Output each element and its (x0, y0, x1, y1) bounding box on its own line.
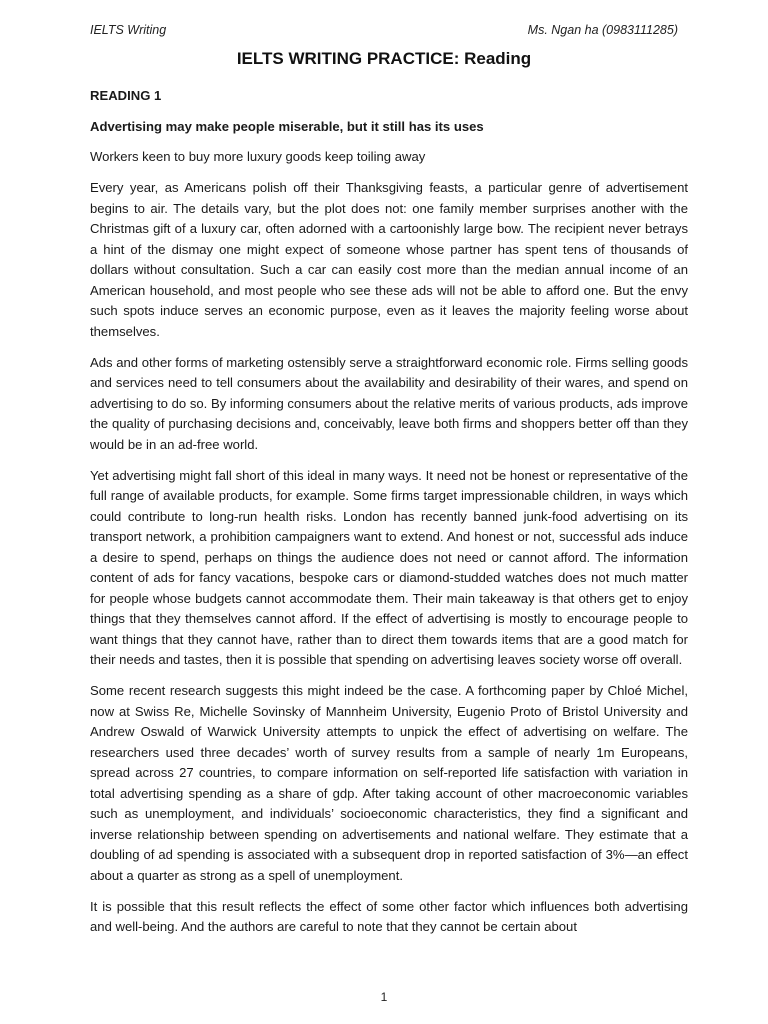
paragraph-5: It is possible that this result reflects the effect of some other factor which influences both advertising and well-being. And the authors are careful to note that they cannot be certain about (90, 898, 688, 934)
header-left: IELTS Writing (90, 23, 167, 37)
paragraph-1: Every year, as Americans polish off their Thanksgiving feasts, a particular genre of advertisement begins to air. The details vary, but the plot does not: one family member surprises another with the Christmas gift of a luxury car, often adorned with a cartoonishly large bow. The recipient never betrays a hint of the dismay one might expect of someone whose partner has spent tens of thousands of dollars without consultation. Such a car can easily cost more than the median annual income of an American household, and most people who see these ads will not be able to afford one. But the envy such spots induce serves an economic purpose, even as it leaves the majority feeling worse about themselves. (90, 180, 688, 339)
document-body (90, 86, 688, 948)
article-headline: Advertising may make people miserable, but it still has its uses (90, 118, 484, 134)
page-number: 1 (380, 990, 388, 1004)
paragraph-3: Yet advertising might fall short of this ideal in many ways. It need not be honest or representative of the full range of available products, for example. Some firms target impressionable children, in ways which could contribute to long-run health risks. London has recently banned junk-food advertising on its transport network, a prohibition campaigners want to extend. And honest or not, successful ads induce a desire to spend, perhaps on things the audience does not need or cannot afford. The information content of ads for fancy vacations, bespoke cars or diamond-studded watches does not much matter for people whose budgets cannot accommodate them. Their main takeaway is that others get to enjoy things that they themselves cannot afford. If the effect of advertising is mostly to encourage people to want things that they cannot have, rather than to direct them towards items that are a good match for their needs and tastes, then it is possible that spending on advertising leaves society worse off overall. (90, 467, 688, 667)
paragraph-2: Ads and other forms of marketing ostensibly serve a straightforward economic role. Firms selling goods and services need to tell consumers about the availability and desirability of their wares, and spend on advertising to do so. By informing consumers about the relative merits of various products, ads improve the quality of purchasing decisions and, conceivably, leave both firms and shoppers better off than they would be in an ad-free world. (90, 354, 688, 452)
reading-label: READING 1 (90, 88, 162, 103)
article-subheadline: Workers keen to buy more luxury goods keep toiling away (90, 149, 426, 164)
paragraph-4: Some recent research suggests this might indeed be the case. A forthcoming paper by Chloé Michel, now at Swiss Re, Michelle Sovinsky of Mannheim University, Eugenio Proto of Bristol University and Andrew Oswald of Warwick University attempts to unpick the effect of advertising on welfare. The researchers used three decades’ worth of survey results from a sample of nearly 1m Europeans, spread across 27 countries, to compare information on self-reported life satisfaction with variation in total advertising spending as a share of gdp. After taking account of other macroeconomic variables such as unemployment, and individuals’ socioeconomic characteristics, they find a significant and inverse relationship between spending on advertisements and national welfare. They estimate that a doubling of ad spending is associated with a subsequent drop in reported satisfaction of 3%—an effect about a quarter as strong as a spell of unemployment. (90, 683, 688, 883)
page-title: IELTS WRITING PRACTICE: Reading (236, 49, 532, 68)
header-right: Ms. Ngan ha (0983111285) (527, 23, 678, 37)
